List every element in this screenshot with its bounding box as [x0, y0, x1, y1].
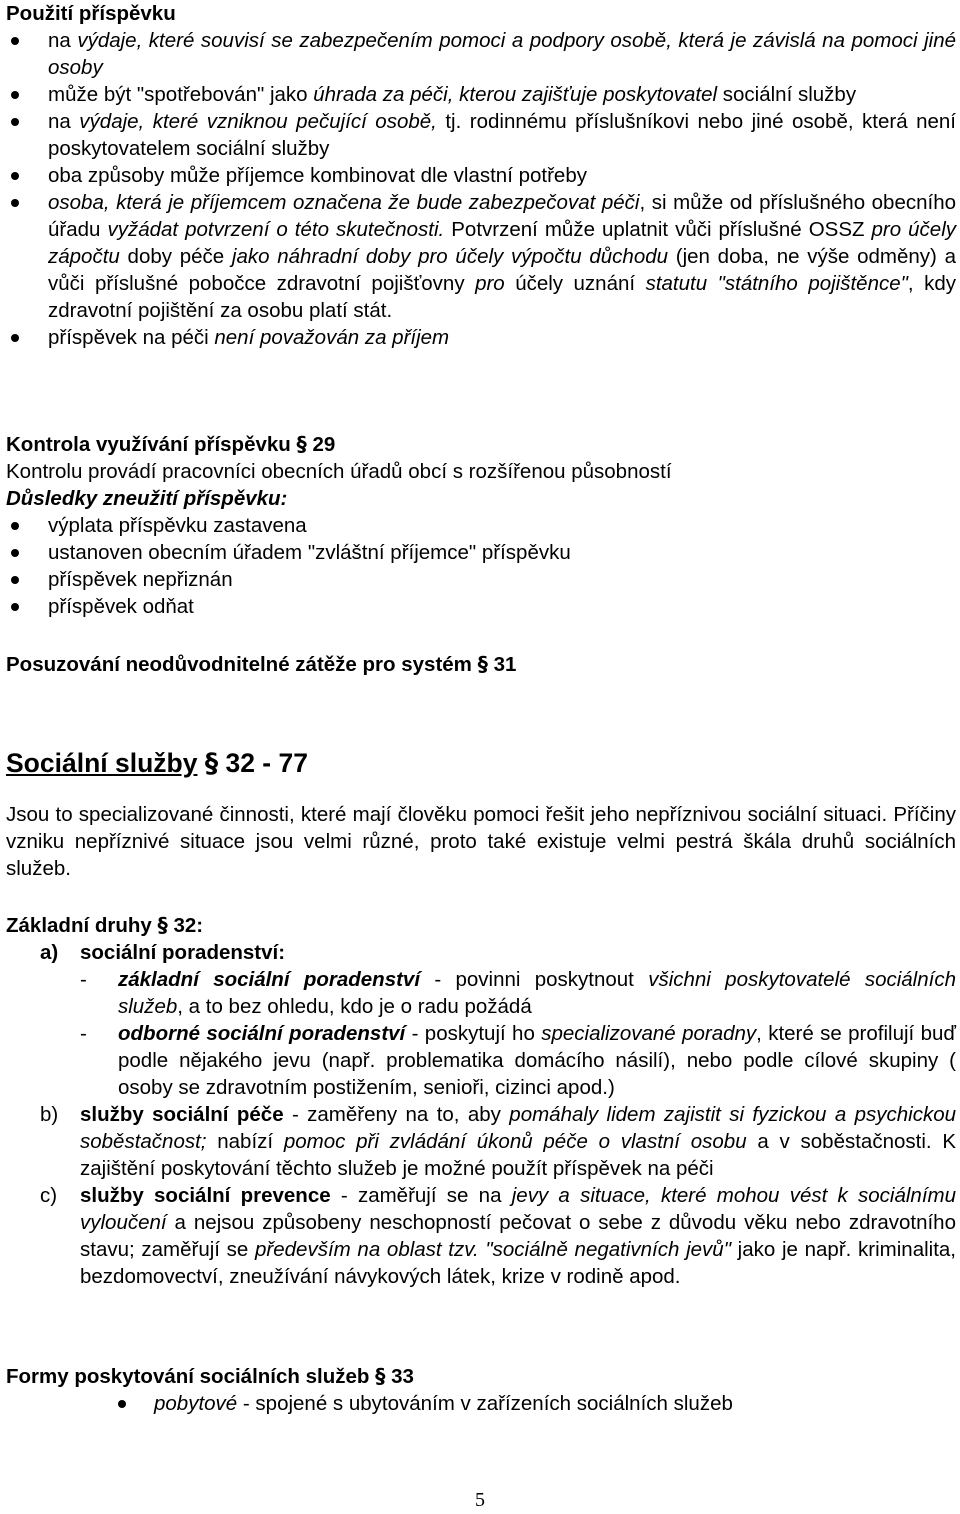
list-item — [6, 1390, 956, 1417]
usage-list — [6, 27, 956, 351]
dash-marker: - — [80, 1022, 87, 1045]
paragraph-sign: § — [477, 652, 488, 676]
paragraph-number: 33 — [391, 1365, 414, 1388]
title-text: Kontrola využívání příspěvku — [6, 433, 291, 456]
text: sociální služby — [717, 83, 857, 106]
subtype-item — [80, 966, 956, 1020]
item-marker: a) — [40, 941, 59, 964]
section-formy — [6, 1363, 956, 1417]
list-item — [6, 324, 956, 351]
text: doby péče — [119, 245, 232, 268]
section-kontrola — [6, 431, 956, 620]
list-item: ustanoven obecním úřadem "zvláštní příjemce" příspěvku — [6, 539, 956, 566]
text: účely uznání — [504, 272, 646, 295]
paragraph-number: 31 — [493, 653, 517, 676]
text-italic: pomáhaly lidem zajistit si fyzickou a psychickou soběstačnost; — [80, 1103, 957, 1153]
types-list — [6, 939, 956, 1290]
text-italic: není považován za příjem — [214, 326, 450, 349]
text-italic: především na oblast tzv. "sociálně negativních jevů" — [255, 1238, 731, 1261]
title-text: Sociální služby — [6, 748, 198, 778]
text-italic: jevy a situace, které mohou vést k sociálnímu vyloučení — [80, 1184, 957, 1234]
text: a nejsou způsobeny neschopností pečovat o sebe z důvodu věku nebo zdravotního stavu; zaměřují se — [80, 1211, 956, 1261]
paragraph-sign: § — [204, 748, 219, 779]
type-item — [6, 939, 956, 1101]
text: tj. rodinnému příslušníkovi nebo jiné osobě, která není poskytovatelem sociální služby — [48, 110, 956, 160]
type-item — [6, 1101, 956, 1182]
subheading — [6, 485, 956, 512]
page-number: 5 — [475, 1489, 485, 1511]
text: , a to bez ohledu, kdo je o radu požádá — [177, 995, 532, 1018]
list-item: příspěvek odňat — [6, 593, 956, 620]
paragraph-sign: § — [375, 1364, 386, 1388]
text: může být "spotřebován" jako — [48, 83, 314, 106]
title-text: Formy poskytování sociálních služeb — [6, 1365, 370, 1388]
item-title: sociální poradenství: — [80, 941, 286, 964]
paragraph: Jsou to specializované činnosti, které mají člověku pomoci řešit jeho nepříznivou sociální situaci. Příčiny vzniku nepříznivé situace jsou velmi různé, proto také existuje velmi pestrá škála druhů sociálních služeb. — [6, 803, 956, 880]
list-item — [6, 27, 956, 81]
list-item — [6, 81, 956, 108]
text: , kdy zdravotní pojištění za osobu platí stát. — [48, 272, 956, 322]
text-italic: pomoc při zvládání úkonů péče o vlastní osobu — [283, 1130, 747, 1153]
text-italic: specializované poradny — [541, 1022, 757, 1045]
subheading-text: Důsledky zneužití příspěvku: — [6, 487, 288, 510]
text-italic: statutu "státního pojištěnce" — [645, 272, 908, 295]
text-italic: pobytové — [154, 1392, 238, 1415]
text-italic: osoba, která je příjemcem označena že bude zabezpečovat péči — [48, 191, 640, 214]
text: - povinni poskytnout — [420, 968, 649, 991]
text-bold-italic: základní sociální poradenství — [118, 968, 421, 991]
section-title — [6, 651, 956, 678]
text-italic: výdaje, které souvisí se zabezpečením pomoci a podpory osobě, která je závislá na pomoci jiné osoby — [48, 29, 957, 79]
section-title — [6, 431, 956, 458]
item-marker: c) — [40, 1184, 58, 1207]
text: příspěvek na péči — [48, 326, 215, 349]
text-bold: služby sociální prevence — [80, 1184, 331, 1207]
section-posuzovani — [6, 651, 956, 678]
section-socialni-sluzby — [6, 746, 956, 882]
section-title — [6, 746, 956, 781]
dash-marker: - — [80, 968, 87, 991]
text-italic: pro účely zápočtu — [48, 218, 956, 268]
list-item — [6, 162, 956, 189]
item-marker: b) — [40, 1103, 59, 1126]
text: , si může od příslušného obecního úřadu — [48, 191, 956, 241]
title-text: Základní druhy — [6, 914, 152, 937]
text: - poskytují ho — [405, 1022, 542, 1045]
text-italic: úhrada za péči, kterou zajišťuje poskytovatel — [313, 83, 718, 106]
section-title: Použití příspěvku — [6, 2, 176, 25]
paragraph: Kontrolu provádí pracovníci obecních úřadů obcí s rozšířenou působností — [6, 460, 672, 483]
list-item: příspěvek nepřiznán — [6, 566, 956, 593]
text-italic: pro — [475, 272, 505, 295]
text: (jen doba, ne výše odměny) a vůči příslušné pobočce zdravotní pojišťovny — [48, 245, 956, 295]
paragraph-number: 32: — [173, 914, 204, 937]
forms-list — [6, 1390, 956, 1417]
text: - zaměřeny na to, aby — [283, 1103, 510, 1126]
paragraph-sign: § — [296, 432, 307, 456]
text-italic: výdaje, které vzniknou pečující osobě, — [79, 110, 437, 133]
text: - zaměřují se na — [330, 1184, 512, 1207]
text: a v soběstačnosti. K zajištění poskytování těchto služeb je možné použít příspěvek na péči — [80, 1130, 956, 1180]
list-item — [6, 189, 956, 324]
text-italic: všichni poskytovatelé sociálních služeb — [118, 968, 956, 1018]
list-item: výplata příspěvku zastavena — [6, 512, 956, 539]
text: nabízí — [206, 1130, 284, 1153]
subtype-item — [80, 1020, 956, 1101]
text-bold-italic: odborné sociální poradenství — [118, 1022, 406, 1045]
paragraph-number: 32 - 77 — [225, 748, 308, 778]
consequence-list — [6, 512, 956, 620]
text: jako je např. kriminalita, bezdomovectví, zneužívání návykových látek, krize v rodině apod. — [80, 1238, 956, 1288]
text: na — [48, 29, 78, 52]
list-item — [6, 108, 956, 162]
title-text: Posuzování neodůvodnitelné zátěže pro systém — [6, 653, 472, 676]
text-bold: služby sociální péče — [80, 1103, 284, 1126]
subtypes-list — [80, 966, 956, 1101]
text: - spojené s ubytováním v zařízeních sociálních služeb — [237, 1392, 733, 1415]
section-zakladni-druhy — [6, 912, 956, 1290]
section-pouziti-prispevku — [6, 0, 956, 351]
section-title — [6, 912, 956, 939]
text: , které se profilují buď podle nějakého jevu (např. problematika domácího násilí), nebo podle cílové skupiny ( osoby se zdravotním postižením, senioři, cizinci apod.) — [118, 1022, 957, 1099]
text-italic: jako náhradní doby pro účely výpočtu důchodu — [231, 245, 669, 268]
paragraph-sign: § — [157, 913, 168, 937]
text-italic: vyžádat potvrzení o této skutečnosti. — [107, 218, 445, 241]
text: oba způsoby může příjemce kombinovat dle vlastní potřeby — [48, 164, 587, 187]
type-item — [6, 1182, 956, 1290]
text: na — [48, 110, 80, 133]
paragraph-number: 29 — [312, 433, 336, 456]
section-title — [6, 1363, 956, 1390]
text: Potvrzení může uplatnit vůči příslušné OSSZ — [444, 218, 872, 241]
